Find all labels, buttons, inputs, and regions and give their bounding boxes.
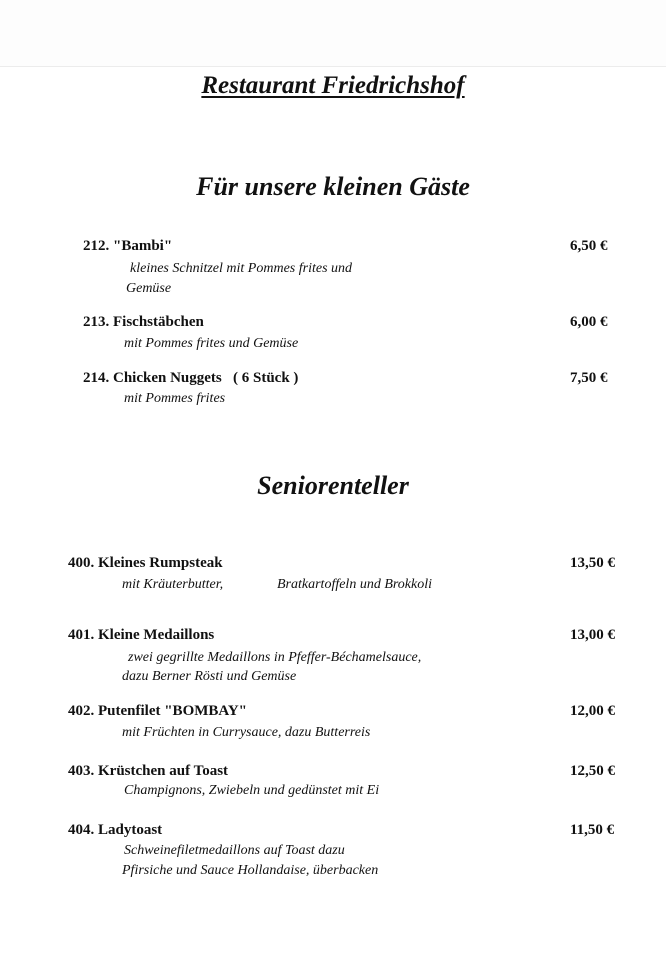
menu-item-desc: Schweinefiletmedaillons auf Toast dazu xyxy=(124,843,345,858)
menu-item-name: 214. Chicken Nuggets ( 6 Stück ) xyxy=(83,370,299,386)
menu-item-name: 400. Kleines Rumpsteak xyxy=(68,555,223,571)
menu-item-name: 403. Krüstchen auf Toast xyxy=(68,763,229,779)
menu-item-desc: dazu Berner Rösti und Gemüse xyxy=(122,669,297,684)
menu-item-desc: mit Früchten in Currysauce, dazu Butterreis xyxy=(122,725,371,740)
menu-item-desc: zwei gegrillte Medaillons in Pfeffer-Béchamelsauce, xyxy=(128,650,422,665)
top-divider xyxy=(0,66,666,67)
menu-item-name: 402. Putenfilet "BOMBAY" xyxy=(68,703,248,719)
menu-item-price: 7,50 € xyxy=(570,370,608,386)
section-heading-seniors: Seniorenteller xyxy=(257,471,409,500)
section-heading-kids: Für unsere kleinen Gäste xyxy=(196,172,470,201)
menu-item-desc: Bratkartoffeln und Brokkoli xyxy=(277,577,433,592)
menu-item-price: 12,50 € xyxy=(570,763,615,779)
restaurant-title-text: Restaurant Friedrichshof xyxy=(201,72,465,99)
menu-item-price: 11,50 € xyxy=(570,822,615,838)
menu-item-name: 401. Kleine Medaillons xyxy=(68,627,215,643)
menu-item-name: 212. "Bambi" xyxy=(83,238,173,254)
menu-item-price: 6,00 € xyxy=(570,314,608,330)
menu-item-desc: kleines Schnitzel mit Pommes frites und xyxy=(130,261,353,276)
menu-item-price: 6,50 € xyxy=(570,238,608,254)
menu-item-desc: mit Pommes frites und Gemüse xyxy=(124,336,299,351)
menu-item-name: 213. Fischstäbchen xyxy=(83,314,204,330)
menu-item-desc: mit Kräuterbutter, xyxy=(122,577,224,592)
menu-item-desc: Champignons, Zwiebeln und gedünstet mit Ei xyxy=(124,783,380,798)
restaurant-title xyxy=(0,72,666,100)
menu-item-name: 404. Ladytoast xyxy=(68,822,163,838)
menu-item-desc: Gemüse xyxy=(126,281,172,296)
menu-item-price: 13,00 € xyxy=(570,627,615,643)
top-band xyxy=(0,0,666,66)
menu-item-desc: mit Pommes frites xyxy=(124,391,226,406)
menu-item-price: 13,50 € xyxy=(570,555,615,571)
menu-item-desc: Pfirsiche und Sauce Hollandaise, überbacken xyxy=(122,863,379,878)
menu-item-price: 12,00 € xyxy=(570,703,615,719)
